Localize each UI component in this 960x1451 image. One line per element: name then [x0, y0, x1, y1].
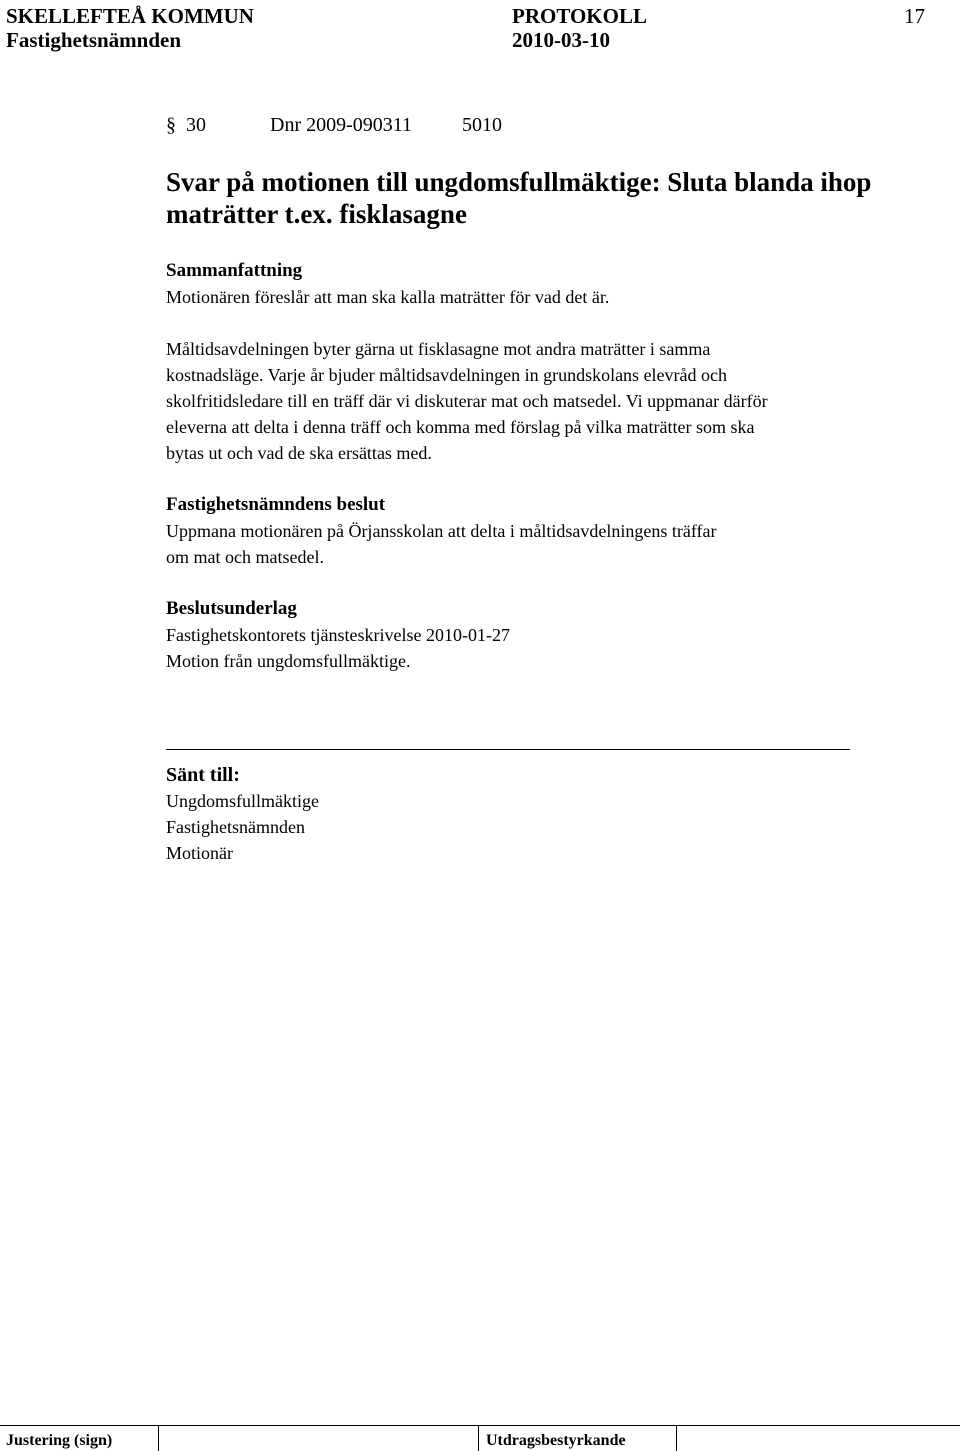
- footer-justering: Justering (sign): [6, 1432, 113, 1449]
- meeting-date: 2010-03-10: [512, 28, 610, 52]
- recipient-item: Fastighetsnämnden: [166, 817, 305, 837]
- doc-type: PROTOKOLL: [512, 4, 647, 28]
- decision-heading: Fastighetsnämndens beslut: [166, 494, 386, 515]
- basis-heading: Beslutsunderlag: [166, 598, 297, 619]
- title-line: maträtter t.ex. fisklasagne: [166, 199, 467, 229]
- header-left: [6, 4, 254, 52]
- summary-line: Måltidsavdelningen byter gärna ut fisklasagne mot andra maträtter i samma: [166, 339, 711, 359]
- decision-section: [166, 492, 946, 570]
- basis-section: [166, 596, 946, 674]
- decision-line: om mat och matsedel.: [166, 547, 324, 567]
- decision-line: Uppmana motionären på Örjansskolan att delta i måltidsavdelningens träffar: [166, 521, 717, 541]
- footer-utdragsbestyrkande: Utdragsbestyrkande: [486, 1432, 626, 1449]
- basis-line: Fastighetskontorets tjänsteskrivelse 2010-01-27: [166, 625, 510, 645]
- recipient-item: Ungdomsfullmäktige: [166, 791, 319, 811]
- basis-line: Motion från ungdomsfullmäktige.: [166, 651, 411, 671]
- section-reference: [166, 112, 946, 138]
- page-title: [166, 166, 946, 230]
- summary-section: [166, 258, 946, 466]
- footer-box-separator: [478, 1425, 479, 1451]
- footer-box-separator: [158, 1425, 159, 1451]
- footer-box-separator: [676, 1425, 677, 1451]
- recipient-item: Motionär: [166, 843, 233, 863]
- summary-line: eleverna att delta i denna träff och komma med förslag på vilka maträtter som ska: [166, 417, 755, 437]
- summary-line: skolfritidsledare till en träff där vi diskuterar mat och matsedel. Vi uppmanar därför: [166, 391, 768, 411]
- summary-heading: Sammanfattning: [166, 260, 303, 281]
- org-name: SKELLEFTEÅ KOMMUN: [6, 4, 254, 28]
- header-middle: [512, 4, 647, 52]
- section-code: 5010: [462, 114, 503, 136]
- summary-line: bytas ut och vad de ska ersättas med.: [166, 443, 432, 463]
- sent-to-section: [166, 762, 946, 866]
- signature-divider: [166, 749, 850, 750]
- page-number: 17: [904, 4, 925, 28]
- paragraph-symbol: §: [166, 114, 176, 136]
- summary-line: Motionären föreslår att man ska kalla maträtter för vad det är.: [166, 287, 610, 307]
- committee-name: Fastighetsnämnden: [6, 28, 182, 52]
- dnr: Dnr 2009-090311: [270, 114, 413, 136]
- title-line: Svar på motionen till ungdomsfullmäktige: Sluta blanda ihop: [166, 167, 872, 197]
- footer-rule: [0, 1425, 960, 1426]
- section-number: 30: [186, 114, 206, 136]
- summary-line: kostnadsläge. Varje år bjuder måltidsavdelningen in grundskolans elevråd och: [166, 365, 728, 385]
- sent-to-heading: Sänt till:: [166, 764, 240, 786]
